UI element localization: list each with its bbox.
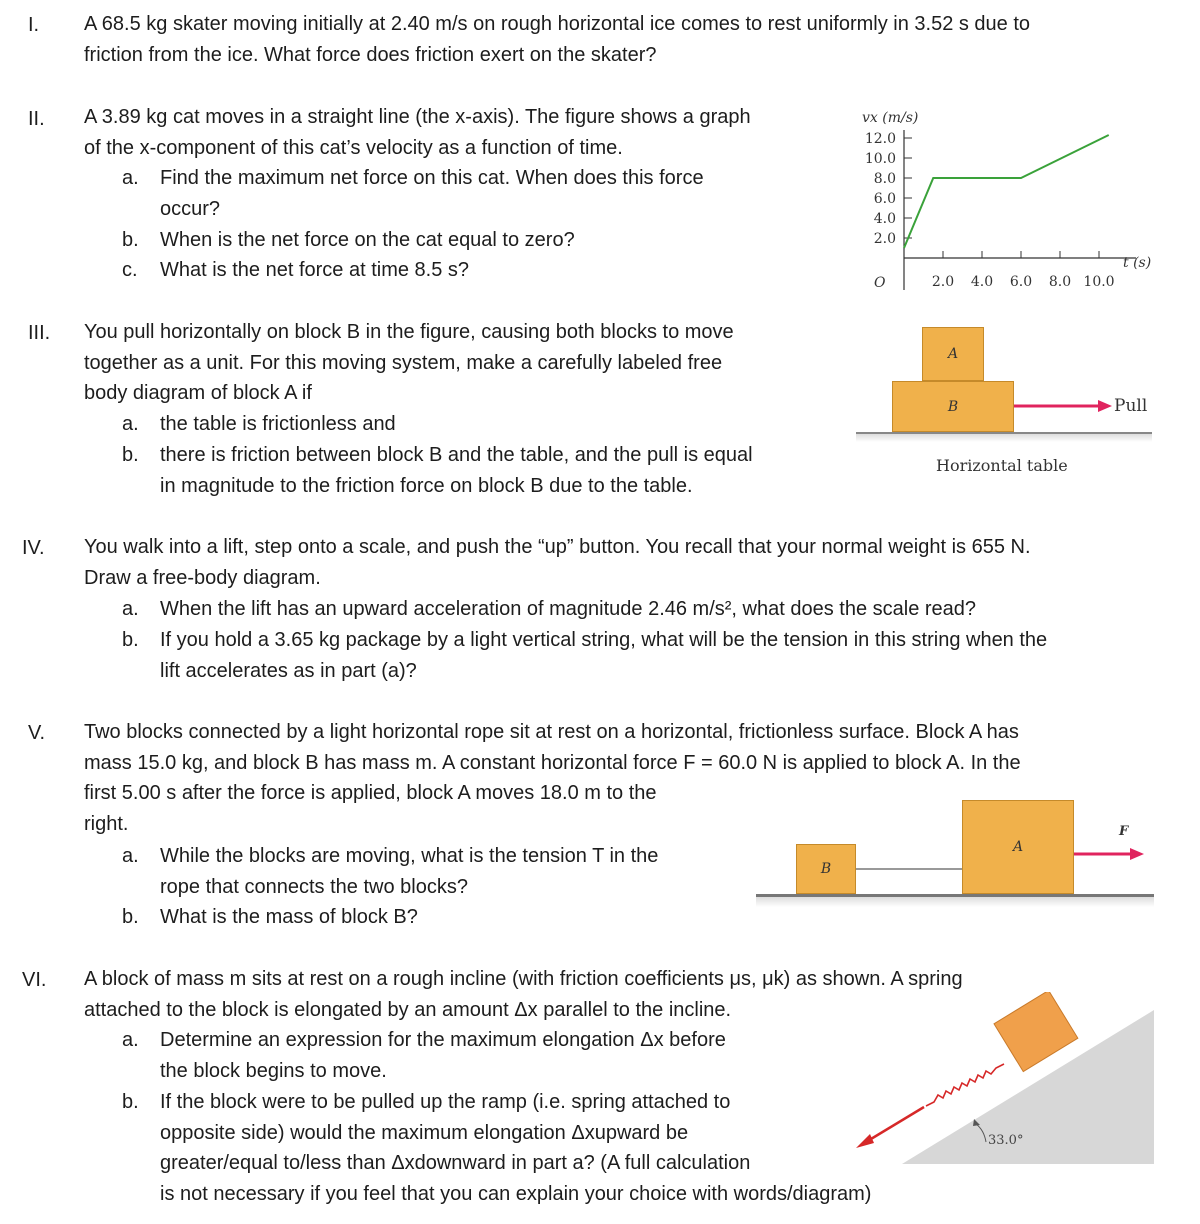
y-tick-label: 4.0	[873, 211, 896, 227]
text-line: the block begins to move.	[160, 1059, 387, 1082]
text-line: A 3.89 kg cat moves in a straight line (the x-axis). The figure shows a graph	[84, 106, 751, 128]
angle-label: 33.0°	[988, 1133, 1024, 1148]
y-tick-label: 10.0	[864, 151, 896, 167]
text-line: in magnitude to the friction force on block B due to the table.	[160, 474, 693, 497]
block-a: A	[922, 327, 984, 381]
table-shadow	[856, 434, 1152, 442]
problem-numeral: VI.	[22, 969, 47, 991]
text-line: Draw a free-body diagram.	[84, 566, 321, 589]
graph-yticks	[865, 131, 912, 247]
problem-6-text	[84, 964, 963, 1025]
incline-block	[994, 992, 1078, 1072]
text-line: friction from the ice. What force does friction exert on the skater?	[84, 43, 657, 66]
text-line: of the x-component of this cat’s velocity as a function of time.	[84, 136, 623, 159]
text-line: A 68.5 kg skater moving initially at 2.40 m/s on rough horizontal ice comes to rest uniformly in 3.52 s due to	[84, 13, 1031, 35]
problem-3-text	[84, 317, 734, 409]
surface-shadow	[756, 897, 1154, 907]
part-label: b.	[122, 629, 139, 651]
problem-numeral: I.	[28, 14, 40, 36]
y-tick-label: 2.0	[873, 231, 896, 247]
problem-numeral: III.	[28, 322, 51, 344]
text-line: greater/equal to/less than Δxdownward in part a? (A full calculation	[160, 1152, 751, 1174]
problem-3-part-b	[122, 440, 753, 501]
problem-numeral: II.	[28, 108, 45, 130]
part-label: a.	[122, 845, 139, 867]
text-line: is not necessary if you feel that you can explain your choice with words/diagram)	[160, 1182, 872, 1205]
pull-arrow	[866, 1107, 924, 1142]
problem-4-part-a	[122, 594, 976, 625]
rope-blocks-figure	[756, 796, 1156, 916]
x-tick-label: 8.0	[1048, 274, 1072, 290]
problem-2-part-c	[122, 255, 469, 286]
problem-5-part-b	[122, 902, 418, 933]
problem-4-text	[84, 532, 1031, 593]
text-line: occur?	[160, 197, 221, 220]
part-label: a.	[122, 598, 139, 620]
graph-xlabel: t (s)	[1123, 255, 1152, 271]
text-line: there is friction between block B and the table, and the pull is equal	[160, 444, 753, 466]
text-line: first 5.00 s after the force is applied, block A moves 18.0 m to the	[84, 782, 657, 804]
text-line: Find the maximum net force on this cat. When does this force	[160, 167, 704, 189]
part-label: c.	[122, 259, 138, 281]
text-line: If you hold a 3.65 kg package by a light vertical string, what will be the tension in this string when the	[160, 629, 1048, 651]
problem-numeral: IV.	[22, 537, 45, 559]
y-tick-label: 12.0	[864, 131, 896, 147]
problem-3-part-a	[122, 409, 396, 440]
part-label: b.	[122, 1091, 139, 1113]
graph-xticks	[932, 251, 1115, 290]
graph-origin-label: O	[874, 275, 886, 291]
x-tick-label: 2.0	[931, 274, 955, 290]
text-line: rope that connects the two blocks?	[160, 875, 468, 898]
text-line: You pull horizontally on block B in the figure, causing both blocks to move	[84, 321, 734, 343]
velocity-graph	[840, 100, 1160, 300]
part-label: b.	[122, 229, 139, 251]
problem-2-text	[84, 102, 751, 163]
part-label: a.	[122, 1029, 139, 1051]
x-tick-label: 6.0	[1009, 274, 1033, 290]
force-label: F	[1119, 824, 1129, 839]
text-line: the table is frictionless and	[160, 413, 396, 435]
problem-2-part-b	[122, 225, 575, 256]
text-line: What is the mass of block B?	[160, 906, 418, 928]
text-line: Two blocks connected by a light horizontal rope sit at rest on a horizontal, frictionless surface. Block A has	[84, 721, 1019, 743]
problem-1-text	[84, 9, 1030, 70]
spring	[926, 1064, 1004, 1106]
velocity-line	[904, 135, 1109, 248]
text-line: together as a unit. For this moving system, make a carefully labeled free	[84, 351, 723, 374]
text-line: A block of mass m sits at rest on a rough incline (with friction coefficients μs, μk) as shown. A spring	[84, 968, 963, 990]
text-line: You walk into a lift, step onto a scale, and push the “up” button. You recall that your normal weight is 655 N.	[84, 536, 1031, 558]
text-line: opposite side) would the maximum elongation Δxupward be	[160, 1121, 689, 1144]
stacked-blocks-figure	[856, 322, 1156, 492]
text-line: mass 15.0 kg, and block B has mass m. A constant horizontal force F = 60.0 N is applied to block A. In the	[84, 751, 1021, 774]
text-line: What is the net force at time 8.5 s?	[160, 259, 470, 281]
block-a: A	[962, 800, 1074, 894]
y-tick-label: 6.0	[873, 191, 896, 207]
text-line: attached to the block is elongated by an amount Δx parallel to the incline.	[84, 998, 732, 1021]
block-b: B	[892, 381, 1014, 432]
problem-6-part-a	[122, 1025, 726, 1086]
part-label: a.	[122, 413, 139, 435]
block-b: B	[796, 844, 856, 894]
text-line: right.	[84, 812, 129, 835]
pull-label: Pull	[1114, 396, 1148, 416]
part-label: b.	[122, 906, 139, 928]
text-line: lift accelerates as in part (a)?	[160, 659, 417, 682]
problem-2-part-a	[122, 163, 704, 224]
table-caption: Horizontal table	[936, 456, 1068, 475]
graph-ylabel: vx (m/s)	[862, 110, 919, 126]
y-tick-label: 8.0	[873, 171, 896, 187]
text-line: Determine an expression for the maximum elongation Δx before	[160, 1029, 726, 1051]
pull-arrow	[1014, 396, 1114, 416]
text-line: While the blocks are moving, what is the tension T in the	[160, 845, 659, 867]
problem-5-part-a	[122, 841, 658, 902]
text-line: When the lift has an upward acceleration of magnitude 2.46 m/s², what does the scale read?	[160, 598, 977, 620]
problem-4-part-b	[122, 625, 1047, 686]
text-line: body diagram of block A if	[84, 382, 312, 404]
force-arrow	[1074, 844, 1146, 864]
part-label: a.	[122, 167, 139, 189]
text-line: When is the net force on the cat equal to zero?	[160, 229, 575, 251]
rope	[856, 868, 962, 870]
problem-6-part-b	[122, 1087, 871, 1209]
text-line: If the block were to be pulled up the ramp (i.e. spring attached to	[160, 1091, 731, 1113]
incline-figure	[848, 992, 1158, 1164]
problem-numeral: V.	[28, 722, 46, 744]
x-tick-label: 4.0	[970, 274, 994, 290]
x-tick-label: 10.0	[1083, 274, 1115, 290]
part-label: b.	[122, 444, 139, 466]
arrow-head-icon	[856, 1134, 874, 1148]
